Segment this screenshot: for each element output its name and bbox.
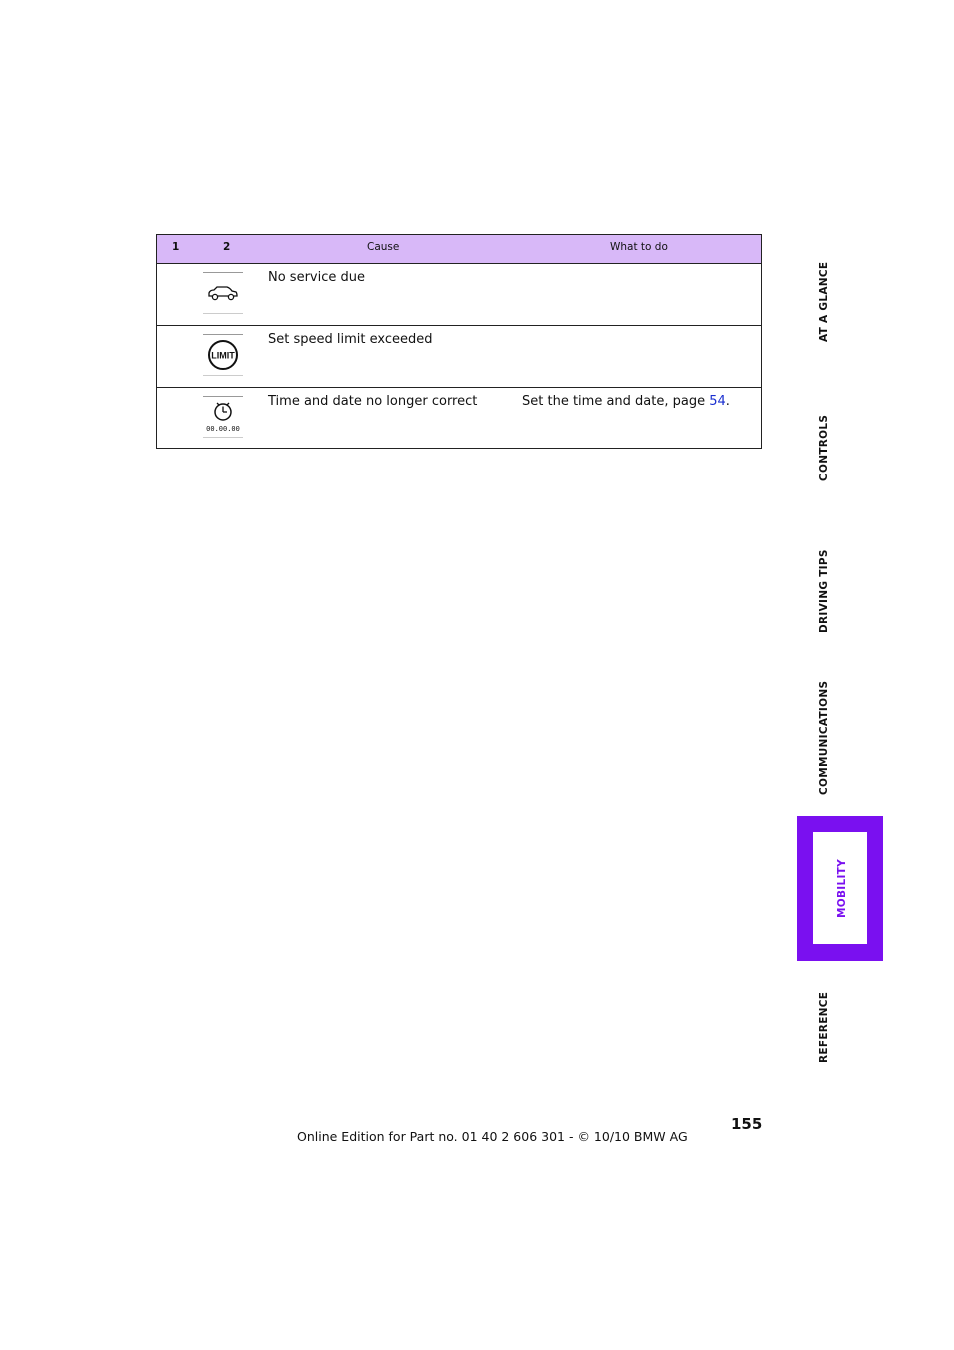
todo-text: Set the time and date, page 54. xyxy=(522,394,730,409)
car-icon xyxy=(203,272,243,314)
table-row xyxy=(157,388,761,448)
tab-mobility-inner xyxy=(813,832,867,944)
clock-icon-text: 00.00.00 xyxy=(206,425,240,433)
page-link[interactable]: 54 xyxy=(709,394,726,409)
tab-communications[interactable]: COMMUNICATIONS xyxy=(818,680,830,795)
tab-mobility-active[interactable] xyxy=(797,816,883,961)
header-col-2: 2 xyxy=(223,241,231,253)
footer-text: Online Edition for Part no. 01 40 2 606 301 - © 10/10 BMW AG xyxy=(297,1129,688,1144)
limit-icon-text: LIMIT xyxy=(211,350,235,361)
header-col-1: 1 xyxy=(172,241,180,253)
service-table xyxy=(156,234,762,449)
clock-icon xyxy=(203,396,243,438)
cause-text: Set speed limit exceeded xyxy=(268,332,433,347)
tab-reference[interactable]: REFERENCE xyxy=(818,991,830,1063)
header-what-to-do: What to do xyxy=(610,241,668,253)
tab-driving-tips[interactable]: DRIVING TIPS xyxy=(818,549,830,633)
cause-text: No service due xyxy=(268,270,365,285)
table-row xyxy=(157,264,761,326)
page-number: 155 xyxy=(731,1115,763,1133)
table-header xyxy=(157,235,761,264)
tab-mobility-label: MOBILITY xyxy=(836,858,848,918)
tab-at-a-glance[interactable]: AT A GLANCE xyxy=(818,261,830,342)
table-row xyxy=(157,326,761,388)
tab-controls[interactable]: CONTROLS xyxy=(818,414,830,481)
limit-icon xyxy=(203,334,243,376)
cause-text: Time and date no longer correct xyxy=(268,394,478,409)
header-cause: Cause xyxy=(367,241,400,253)
